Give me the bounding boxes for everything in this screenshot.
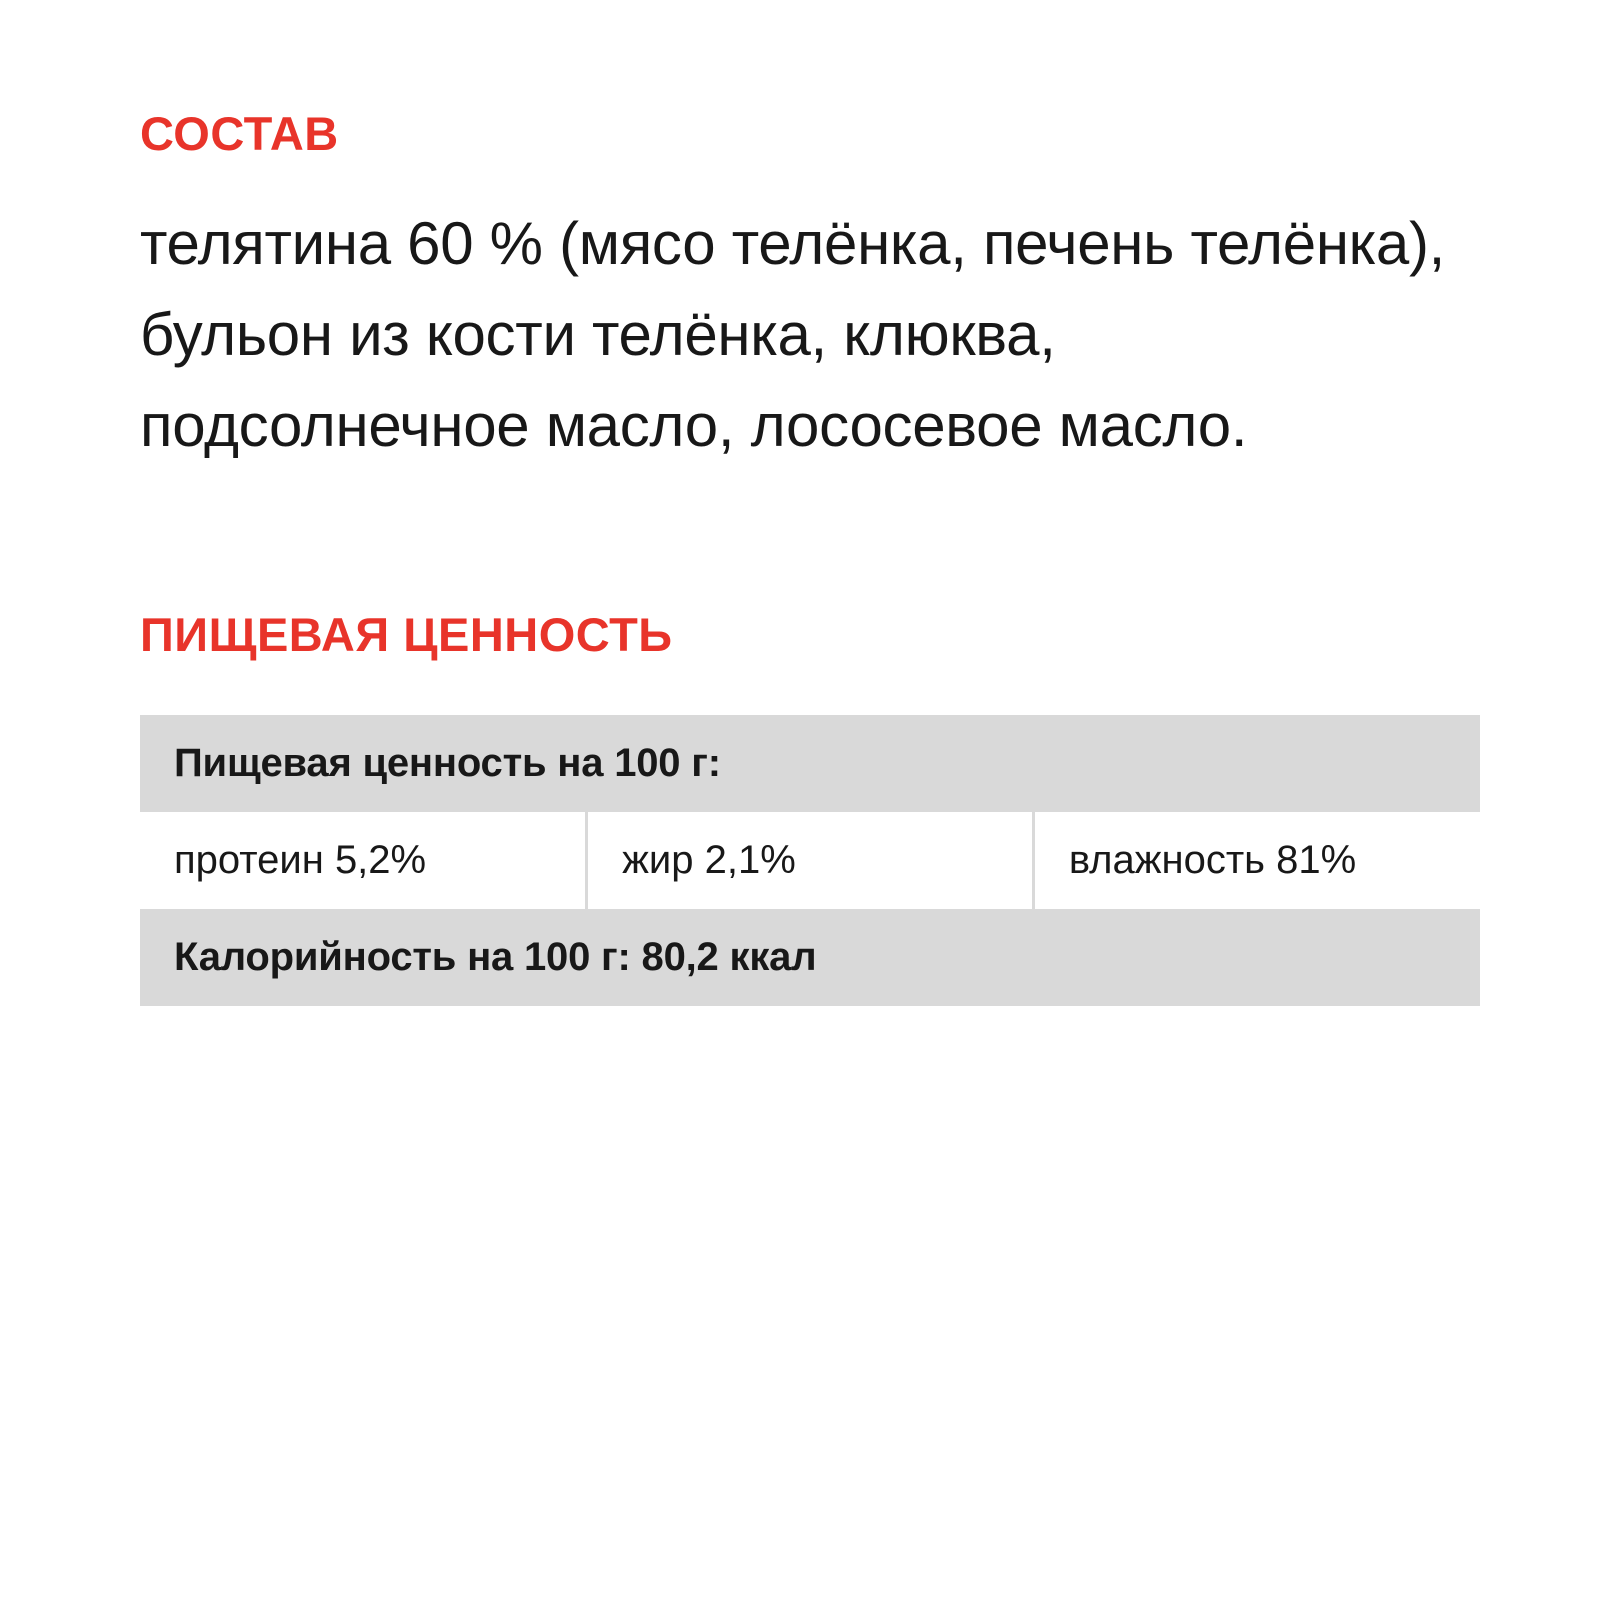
table-row-header bbox=[140, 715, 1480, 812]
table-row bbox=[140, 812, 1480, 909]
nutrition-cell-moisture: влажность 81% bbox=[1033, 812, 1480, 909]
nutrition-calories: Калорийность на 100 г: 80,2 ккал bbox=[140, 909, 1480, 1006]
table-row-calories bbox=[140, 909, 1480, 1006]
nutrition-table-title: Пищевая ценность на 100 г: bbox=[140, 715, 1480, 812]
nutrition-cell-protein: протеин 5,2% bbox=[140, 812, 587, 909]
nutrition-table-wrapper bbox=[140, 715, 1480, 1006]
composition-heading: СОСТАВ bbox=[140, 107, 339, 160]
nutrition-table bbox=[140, 715, 1480, 1006]
nutrition-heading: ПИЩЕВАЯ ЦЕННОСТЬ bbox=[140, 608, 673, 662]
composition-text: телятина 60 % (мясо телёнка, печень телёнка), бульон из кости телёнка, клюква, подсолнечное масло, лососевое масло. bbox=[140, 209, 1446, 460]
nutrition-cell-fat: жир 2,1% bbox=[587, 812, 1034, 909]
